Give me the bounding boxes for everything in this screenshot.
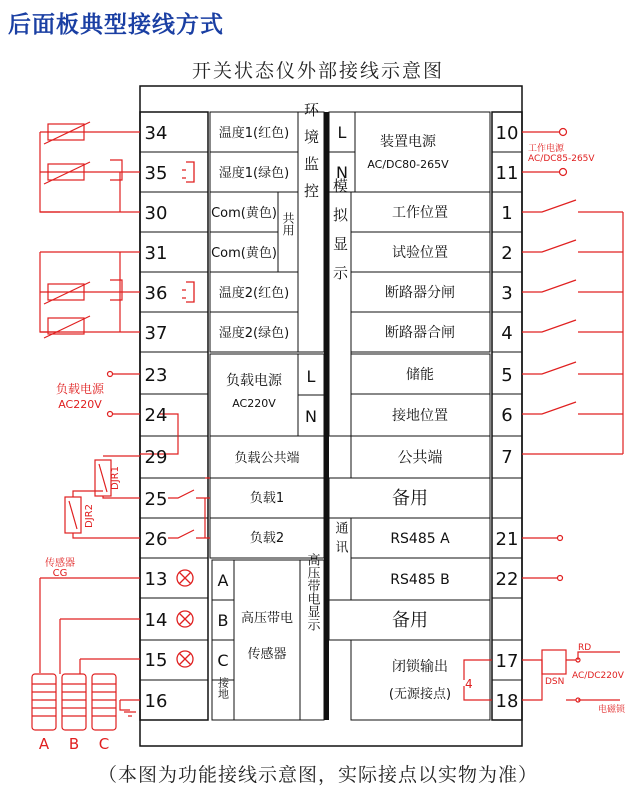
terminal-4: 4 <box>501 323 513 344</box>
label-work-power: 工作电源 <box>528 144 565 154</box>
footnote: （本图为功能接线示意图，实际接点以实物为准） <box>97 764 538 786</box>
label-load-common: 负载公共端 <box>234 451 300 466</box>
label-sensor-code: CG <box>52 568 68 579</box>
label-com-2: Com(黄色) <box>211 246 277 261</box>
label-common-terminal: 公共端 <box>397 448 443 466</box>
label-ext-phase-a: A <box>38 735 50 753</box>
label-hv-sensor-1: 高压带电 <box>240 611 294 626</box>
label-spare-1: 备用 <box>392 488 428 509</box>
label-sensor: 传感器 <box>45 558 75 569</box>
label-humid2: 湿度2(绿色) <box>218 326 290 341</box>
label-load-power-voltage: AC220V <box>232 397 276 410</box>
terminal-30: 30 <box>144 203 168 224</box>
terminal-10: 10 <box>495 123 519 144</box>
terminal-16: 16 <box>144 691 168 712</box>
label-lock-symbol: 4 <box>465 677 473 691</box>
label-power-n: N <box>336 163 348 182</box>
label-breaker-close: 断路器合闸 <box>385 325 455 341</box>
label-hv-sensor-2: 传感器 <box>247 647 287 662</box>
label-load2: 负载2 <box>249 531 285 546</box>
label-e-lock: 电磁锁 <box>598 705 626 715</box>
label-work-power-voltage: AC/DC85-265V <box>528 154 595 164</box>
label-djr2: DJR2 <box>84 504 95 528</box>
terminal-29: 29 <box>144 447 168 468</box>
label-humid1: 湿度1(绿色) <box>218 166 290 181</box>
terminal-6: 6 <box>501 405 513 426</box>
terminal-31: 31 <box>144 243 168 264</box>
label-spare-2: 备用 <box>392 610 428 631</box>
label-phase-b: B <box>217 611 229 630</box>
terminal-17: 17 <box>495 651 519 672</box>
terminal-22: 22 <box>495 569 519 590</box>
terminal-5: 5 <box>501 365 513 386</box>
label-phase-a: A <box>217 571 229 590</box>
label-ext-load-voltage: AC220V <box>58 398 102 411</box>
terminal-21: 21 <box>495 529 519 550</box>
label-djr1: DJR1 <box>110 466 121 490</box>
label-device-power-voltage: AC/DC80-265V <box>367 158 449 171</box>
terminal-24: 24 <box>144 405 168 426</box>
terminal-1: 1 <box>501 203 513 224</box>
terminal-3: 3 <box>501 283 513 304</box>
label-rd: RD <box>578 643 592 653</box>
label-com-1: Com(黄色) <box>211 206 277 221</box>
label-comm: 通讯 <box>332 521 348 559</box>
label-ground-position: 接地位置 <box>392 408 448 424</box>
label-hv-display: 高压带电显示 <box>304 553 320 631</box>
label-load-l: L <box>306 367 316 386</box>
terminal-25: 25 <box>144 489 168 510</box>
label-device-power: 装置电源 <box>380 134 436 150</box>
terminal-13: 13 <box>144 569 168 590</box>
terminal-36: 36 <box>144 283 168 304</box>
terminal-34: 34 <box>144 123 168 144</box>
label-lock-output: 闭锁输出 <box>392 659 448 675</box>
label-breaker-open: 断路器分闸 <box>385 285 455 301</box>
terminal-14: 14 <box>144 610 168 631</box>
terminal-35: 35 <box>144 163 168 184</box>
terminal-26: 26 <box>144 529 168 550</box>
label-rs485-a: RS485 A <box>390 531 450 547</box>
label-env-monitor: 环境监控 <box>302 102 320 210</box>
terminal-11: 11 <box>495 163 519 184</box>
label-phase-c: C <box>217 651 229 670</box>
label-test-position: 试验位置 <box>392 245 448 261</box>
label-ext-load-power: 负载电源 <box>55 382 105 396</box>
terminal-7: 7 <box>501 447 513 468</box>
label-power-l: L <box>337 123 347 142</box>
terminal-2: 2 <box>501 243 513 264</box>
label-ground: 接地 <box>216 677 230 699</box>
terminal-18: 18 <box>495 691 519 712</box>
terminal-37: 37 <box>144 323 168 344</box>
center-divider <box>324 112 329 720</box>
label-lock-voltage: AC/DC220V <box>572 671 624 681</box>
label-temp2: 温度2(红色) <box>218 286 290 301</box>
label-load-n: N <box>305 407 317 426</box>
label-work-position: 工作位置 <box>392 205 448 221</box>
sensor-lamps <box>177 570 193 667</box>
diagram-title: 开关状态仪外部接线示意图 <box>191 60 444 82</box>
label-common: 共用 <box>281 212 295 236</box>
label-load1: 负载1 <box>249 491 285 506</box>
label-load-power: 负载电源 <box>226 373 282 389</box>
label-rs485-b: RS485 B <box>390 572 450 588</box>
label-temp1: 温度1(红色) <box>218 126 290 141</box>
page-title: 后面板典型接线方式 <box>8 12 224 38</box>
label-dsn: DSN <box>545 677 565 687</box>
label-ext-phase-b: B <box>68 735 80 753</box>
terminal-23: 23 <box>144 365 168 386</box>
label-ext-phase-c: C <box>98 735 110 753</box>
label-lock-output-note: (无源接点) <box>388 687 452 702</box>
label-energy-storage: 储能 <box>406 367 434 383</box>
label-analog-display: 模拟显示 <box>331 178 349 294</box>
terminal-15: 15 <box>144 650 168 671</box>
